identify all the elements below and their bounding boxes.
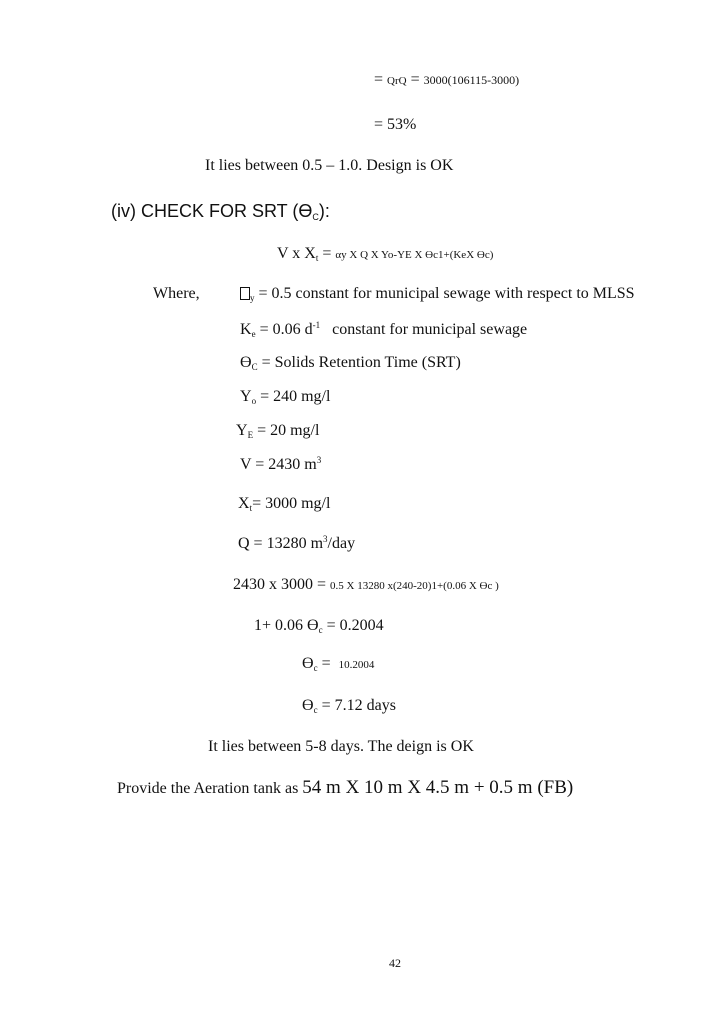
provide-statement: Provide the Aeration tank as 54 m X 10 m X 4.5 m + 0.5 m (FB)	[117, 777, 574, 798]
volume-definition: V = 2430 $m^3$	[240, 455, 322, 473]
ratio-eq-sign-2: =	[410, 71, 420, 88]
ke-definition: Ke = 0.06 $d^{-1}$ constant for municipal sewage	[240, 320, 528, 339]
srt-heading: (iv) CHECK FOR SRT (ϴC):	[111, 201, 330, 222]
solution-step-1: 2430 x 3000 = 0.5 X 13280 x(240-20)1+(0.06 X ϴc )	[233, 576, 499, 593]
ratio-result: = 53%	[374, 116, 417, 133]
tank-dimensions: 54 m X 10 m X 4.5 m + 0.5 m (FB)	[302, 777, 574, 798]
solution-step-4: ϴc = 7.12 days	[302, 697, 396, 715]
ye-definition: YE = 20 mg/l	[236, 422, 320, 440]
yo-definition: Yo = 240 mg/l	[240, 388, 331, 406]
alpha-definition: y = 0.5 constant for municipal sewage with respect to MLSS	[240, 286, 635, 302]
ratio-expression	[374, 72, 519, 88]
ratio-check-note: It lies between 0.5 – 1.0. Design is OK	[205, 157, 454, 174]
srt-formula-rhs: αy X Q X Yo-YE X ϴc1+(KeX ϴc)	[335, 249, 494, 261]
ratio-eq-sign: =	[374, 71, 384, 88]
ratio-expression-value: 3000(106115-3000)	[423, 73, 520, 87]
theta-definition: ϴC = Solids Retention Time (SRT)	[240, 354, 461, 372]
srt-formula: V x Xt = αy X Q X Yo-YE X ϴc1+(KeX ϴc)	[277, 245, 494, 263]
xt-definition: Xt= 3000 mg/l	[238, 495, 331, 513]
srt-check-note: It lies between 5-8 days. The deign is OK	[208, 738, 474, 755]
solution-step-3: ϴc = 10.2004	[302, 655, 375, 673]
page-number: 42	[389, 956, 401, 970]
missing-glyph-icon	[240, 287, 250, 300]
flow-definition: Q = 13280 $m^3$/day	[238, 534, 356, 552]
ratio-fraction: QrQ	[387, 75, 407, 87]
where-label: Where,	[153, 285, 200, 302]
solution-step-2: 1+ 0.06 ϴc = 0.2004	[254, 617, 384, 635]
